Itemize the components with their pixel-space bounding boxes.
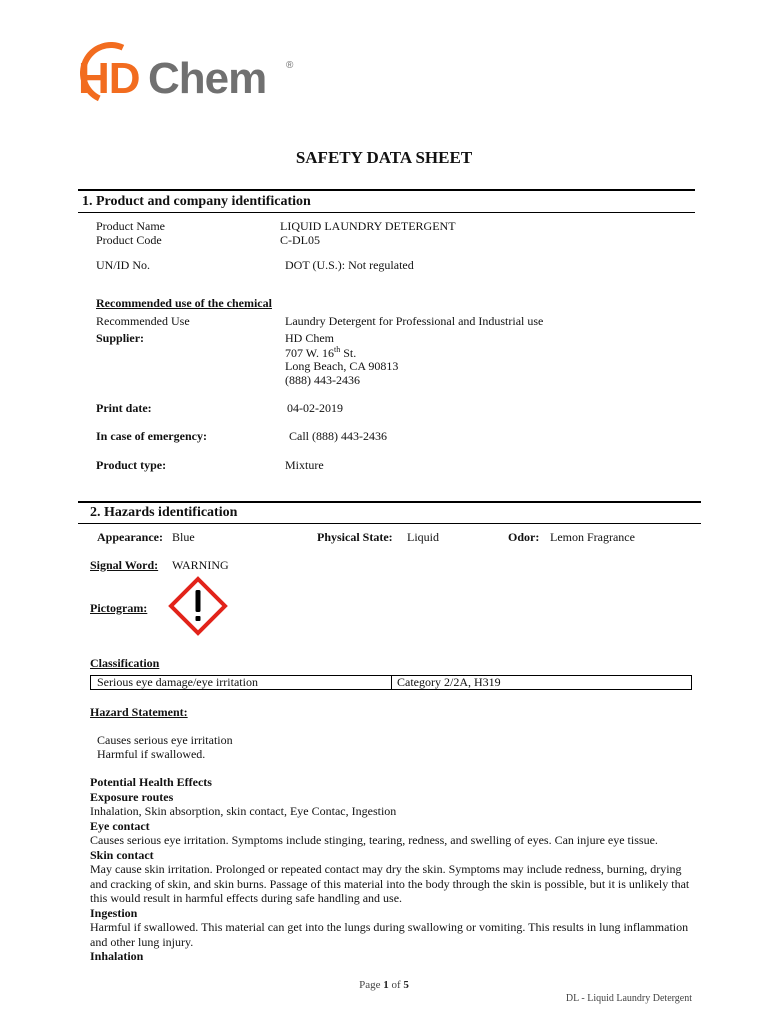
exposure-routes-text: Inhalation, Skin absorption, skin contact, Eye Contac, Ingestion (90, 804, 397, 818)
skin-contact-line: and cracking of skin, and skin burns. Passage of this material into the body through the skin is possible, but it is unlikely that (90, 876, 690, 891)
recommended-use-label: Recommended Use (96, 314, 190, 328)
document-title: SAFETY DATA SHEET (295, 148, 473, 167)
signal-word-value: WARNING (172, 558, 229, 572)
supplier-name: HD Chem (285, 331, 334, 345)
logo-hd: HD (78, 54, 140, 103)
section2-bottom-rule (78, 523, 701, 524)
product-name-value: LIQUID LAUNDRY DETERGENT (280, 219, 456, 233)
classification-divider (391, 676, 392, 689)
print-date-value: 04-02-2019 (287, 401, 343, 415)
physical-state-value: Liquid (407, 530, 439, 544)
company-logo (78, 40, 308, 110)
ingestion-line: Harmful if swallowed. This material can get into the lungs during swallowing or vomiting. This results in lung inflammation (90, 920, 689, 934)
logo-chem: Chem (148, 54, 267, 103)
ingestion-heading: Ingestion (90, 905, 138, 920)
hazard-statement-item: Harmful if swallowed. (97, 747, 206, 761)
ingestion-line: and other lung injury. (90, 934, 194, 949)
appearance-label: Appearance: (97, 530, 163, 544)
classification-hazard-cell: Serious eye damage/eye irritation (97, 675, 258, 689)
logo-registered-mark: ® (286, 60, 294, 71)
emergency-value: Call (888) 443-2436 (289, 429, 387, 443)
classification-table (90, 675, 692, 690)
classification-category-cell: Category 2/2A, H319 (397, 675, 501, 689)
product-code-label: Product Code (96, 233, 162, 247)
classification-label: Classification (90, 656, 160, 670)
product-type-value: Mixture (285, 458, 324, 472)
exposure-routes-heading: Exposure routes (90, 789, 174, 804)
product-code-value: C-DL05 (280, 233, 320, 247)
recommended-use-heading: Recommended use of the chemical (96, 296, 272, 310)
recommended-use-value: Laundry Detergent for Professional and Industrial use (285, 314, 544, 328)
health-effects-heading: Potential Health Effects (90, 775, 212, 789)
hazard-statement-item: Causes serious eye irritation (97, 733, 233, 747)
section2-top-rule (78, 501, 701, 503)
skin-contact-line: May cause skin irritation. Prolonged or repeated contact may dry the skin. Symptoms may include redness, burning, drying (90, 862, 682, 876)
appearance-value: Blue (172, 530, 195, 544)
print-date-label: Print date: (96, 401, 152, 415)
product-type-label: Product type: (96, 458, 167, 472)
section1-title: 1. Product and company identification (82, 194, 311, 209)
supplier-label: Supplier: (96, 331, 145, 345)
eye-contact-text: Causes serious eye irritation. Symptoms include stinging, tearing, redness, and swelling of eyes. Can injure eye tissue. (90, 833, 658, 847)
signal-word-label: Signal Word: (90, 558, 159, 572)
odor-label: Odor: (508, 530, 540, 544)
eye-contact-heading: Eye contact (90, 818, 150, 833)
physical-state-label: Physical State: (317, 530, 393, 544)
hazard-statement-label: Hazard Statement: (90, 705, 188, 719)
emergency-label: In case of emergency: (96, 429, 207, 443)
inhalation-heading: Inhalation (90, 949, 144, 963)
health-effects-block (90, 775, 700, 964)
product-name-label: Product Name (96, 219, 165, 233)
pictogram-label: Pictogram: (90, 601, 148, 615)
supplier-phone: (888) 443-2436 (285, 373, 360, 387)
page-number: Page 1 of 5 (359, 979, 409, 991)
unid-value: DOT (U.S.): Not regulated (285, 258, 414, 272)
section2-title: 2. Hazards identification (90, 505, 238, 520)
skin-contact-heading: Skin contact (90, 847, 154, 862)
ghs-exclamation-pictogram-icon (168, 576, 228, 636)
skin-contact-line: this would result in harmful effects during safe handling and use. (90, 891, 403, 905)
unid-label: UN/ID No. (96, 258, 150, 272)
supplier-address-line1: 707 W. 16th St. (285, 345, 357, 360)
footer-document-label: DL - Liquid Laundry Detergent (565, 993, 692, 1004)
odor-value: Lemon Fragrance (550, 530, 635, 544)
supplier-address-line2: Long Beach, CA 90813 (285, 359, 399, 373)
section1-top-rule (78, 189, 695, 191)
section1-bottom-rule (78, 212, 695, 213)
